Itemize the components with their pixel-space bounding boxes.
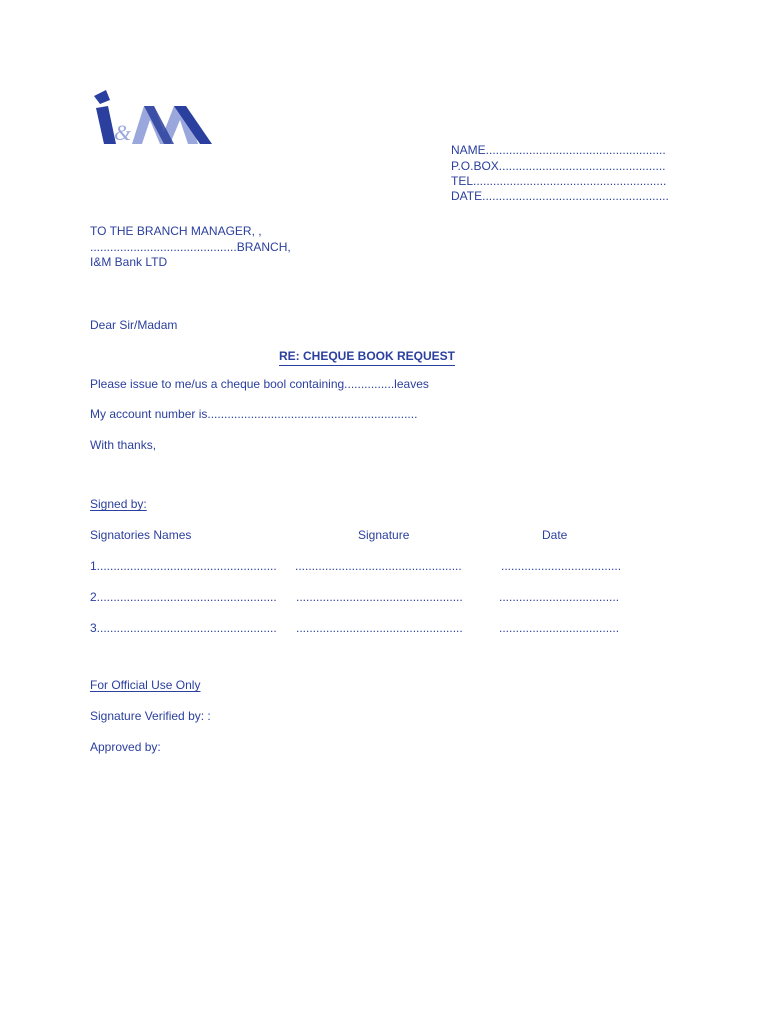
signatory-1-name: 1...................................................... <box>90 559 277 573</box>
signatory-3-signature: .................................................. <box>296 621 463 635</box>
signatory-2-name: 2...................................................... <box>90 590 277 604</box>
address-line-1: TO THE BRANCH MANAGER, , <box>90 224 262 238</box>
signed-by-heading: Signed by: <box>90 497 147 511</box>
subject-heading: RE: CHEQUE BOOK REQUEST <box>279 349 455 366</box>
signatory-1-signature: .................................................. <box>295 559 462 573</box>
signature-verified-by: Signature Verified by: : <box>90 709 211 723</box>
signatory-3-name: 3...................................................... <box>90 621 277 635</box>
im-bank-logo <box>92 88 216 148</box>
column-date: Date <box>542 528 568 542</box>
salutation: Dear Sir/Madam <box>90 318 178 332</box>
column-signature: Signature <box>358 528 410 542</box>
tel-field: TEL.......................................................... <box>451 174 667 188</box>
approved-by: Approved by: <box>90 740 161 754</box>
body-line-leaves: Please issue to me/us a cheque bool containing...............leaves <box>90 377 429 391</box>
body-line-account: My account number is............................................................... <box>90 407 418 421</box>
address-line-3: I&M Bank LTD <box>90 255 168 269</box>
svg-text:&: & <box>114 120 132 145</box>
closing: With thanks, <box>90 438 157 452</box>
signatory-1-date: .................................... <box>501 559 622 573</box>
po-box-field: P.O.BOX.................................................. <box>451 159 666 173</box>
name-field: NAME...................................................... <box>451 143 666 157</box>
official-use-heading: For Official Use Only <box>90 678 201 692</box>
column-signatories-names: Signatories Names <box>90 528 192 542</box>
signatory-3-date: .................................... <box>499 621 620 635</box>
address-line-2: ............................................BRANCH, <box>90 240 291 254</box>
signatory-2-signature: .................................................. <box>296 590 463 604</box>
signatory-2-date: .................................... <box>499 590 620 604</box>
date-field: DATE........................................................ <box>451 189 669 203</box>
